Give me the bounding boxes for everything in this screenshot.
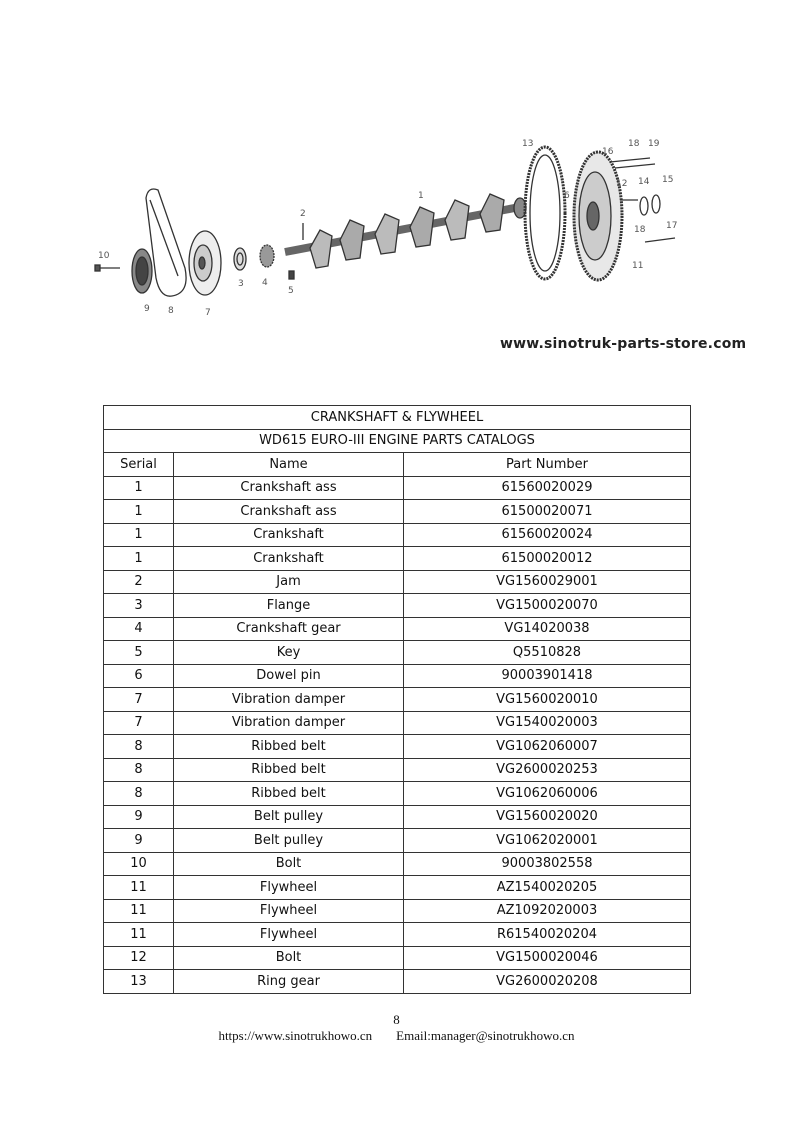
cell-name: Ribbed belt — [174, 758, 404, 782]
page-footer — [0, 1028, 793, 1044]
footer-email: Email:manager@sinotrukhowo.cn — [396, 1028, 575, 1043]
cell-part-number: AZ1540020205 — [404, 876, 691, 900]
cell-name: Dowel pin — [174, 664, 404, 688]
cell-part-number: VG1062020001 — [404, 829, 691, 853]
callout-18-top: 18 — [628, 139, 640, 149]
table-row — [104, 923, 691, 947]
cell-name: Ribbed belt — [174, 735, 404, 759]
callout-3: 3 — [238, 279, 244, 289]
cell-name: Belt pulley — [174, 829, 404, 853]
ring-gear-13-part — [525, 147, 565, 279]
table-row — [104, 970, 691, 994]
table-row — [104, 523, 691, 547]
cell-part-number: VG1062060006 — [404, 782, 691, 806]
cell-name: Crankshaft ass — [174, 500, 404, 524]
cell-part-number: Q5510828 — [404, 641, 691, 665]
cell-part-number: 90003901418 — [404, 664, 691, 688]
cell-name: Flywheel — [174, 899, 404, 923]
callout-19: 19 — [648, 139, 660, 149]
belt-pulley-9-part — [132, 249, 152, 293]
callout-2: 2 — [300, 209, 306, 219]
cell-serial: 8 — [104, 758, 174, 782]
cell-name: Crankshaft ass — [174, 476, 404, 500]
cell-serial: 1 — [104, 476, 174, 500]
cell-serial: 8 — [104, 782, 174, 806]
cell-part-number: 61560020024 — [404, 523, 691, 547]
cell-name: Bolt — [174, 852, 404, 876]
cell-serial: 6 — [104, 664, 174, 688]
cell-serial: 1 — [104, 500, 174, 524]
cell-part-number: 61500020012 — [404, 547, 691, 571]
cell-part-number: R61540020204 — [404, 923, 691, 947]
cell-part-number: 61560020029 — [404, 476, 691, 500]
callout-13: 13 — [522, 139, 534, 149]
cell-part-number: 61500020071 — [404, 500, 691, 524]
table-row — [104, 829, 691, 853]
table-row — [104, 688, 691, 712]
cell-name: Jam — [174, 570, 404, 594]
callout-6: 6 — [564, 191, 570, 201]
callout-5: 5 — [288, 286, 294, 296]
crankshaft-1-part — [285, 194, 526, 268]
cell-name: Key — [174, 641, 404, 665]
callout-18-bottom: 18 — [634, 225, 646, 235]
cell-name: Crankshaft — [174, 547, 404, 571]
watermark-url: www.sinotruk-parts-store.com — [500, 336, 747, 352]
table-row — [104, 594, 691, 618]
crankshaft-exploded-diagram — [90, 128, 720, 360]
key-5-part — [289, 271, 294, 279]
cell-name: Ring gear — [174, 970, 404, 994]
cell-serial: 8 — [104, 735, 174, 759]
callout-14: 14 — [638, 177, 650, 187]
table-subtitle-row — [104, 429, 691, 453]
cell-serial: 9 — [104, 829, 174, 853]
cell-name: Vibration damper — [174, 688, 404, 712]
bolt-10-part — [95, 265, 120, 271]
crankshaft-gear-4-part — [260, 245, 274, 267]
table-row — [104, 852, 691, 876]
table-row — [104, 547, 691, 571]
cell-part-number: VG2600020253 — [404, 758, 691, 782]
callout-4: 4 — [262, 278, 268, 288]
cell-part-number: VG14020038 — [404, 617, 691, 641]
callout-16: 16 — [602, 147, 614, 157]
cell-serial: 2 — [104, 570, 174, 594]
table-row — [104, 617, 691, 641]
table-row — [104, 641, 691, 665]
callout-10: 10 — [98, 251, 110, 261]
cell-part-number: VG1500020070 — [404, 594, 691, 618]
cell-name: Flywheel — [174, 923, 404, 947]
cell-part-number: VG1560020020 — [404, 805, 691, 829]
cell-serial: 11 — [104, 899, 174, 923]
table-row — [104, 876, 691, 900]
table-row — [104, 899, 691, 923]
seal-14-15-part — [640, 195, 660, 215]
cell-serial: 13 — [104, 970, 174, 994]
cell-serial: 7 — [104, 688, 174, 712]
cell-part-number: VG1560020010 — [404, 688, 691, 712]
table-title-row — [104, 406, 691, 430]
cell-name: Crankshaft gear — [174, 617, 404, 641]
cell-serial: 3 — [104, 594, 174, 618]
ribbed-belt-8-part — [146, 189, 186, 296]
table-row — [104, 664, 691, 688]
cell-part-number: VG1560029001 — [404, 570, 691, 594]
callout-17: 17 — [666, 221, 678, 231]
flange-3-part — [234, 248, 246, 270]
cell-serial: 9 — [104, 805, 174, 829]
table-row — [104, 805, 691, 829]
cell-serial: 11 — [104, 876, 174, 900]
table-row — [104, 476, 691, 500]
cell-name: Flange — [174, 594, 404, 618]
cell-part-number: VG1540020003 — [404, 711, 691, 735]
cell-part-number: AZ1092020003 — [404, 899, 691, 923]
cell-serial: 5 — [104, 641, 174, 665]
table-row — [104, 735, 691, 759]
header-serial: Serial — [104, 453, 174, 477]
callout-8: 8 — [168, 306, 174, 316]
cell-part-number: 90003802558 — [404, 852, 691, 876]
cell-serial: 1 — [104, 547, 174, 571]
cell-serial: 7 — [104, 711, 174, 735]
cell-name: Bolt — [174, 946, 404, 970]
cell-serial: 12 — [104, 946, 174, 970]
cell-name: Flywheel — [174, 876, 404, 900]
cell-name: Ribbed belt — [174, 782, 404, 806]
cell-serial: 1 — [104, 523, 174, 547]
cell-name: Crankshaft — [174, 523, 404, 547]
parts-table — [103, 405, 691, 994]
cell-serial: 4 — [104, 617, 174, 641]
table-subtitle: WD615 EURO-III ENGINE PARTS CATALOGS — [104, 429, 691, 453]
table-row — [104, 570, 691, 594]
table-row — [104, 758, 691, 782]
table-header-row — [104, 453, 691, 477]
cell-part-number: VG2600020208 — [404, 970, 691, 994]
callout-15: 15 — [662, 175, 674, 185]
table-title: CRANKSHAFT & FLYWHEEL — [104, 406, 691, 430]
callout-7: 7 — [205, 308, 211, 318]
table-row — [104, 711, 691, 735]
cell-serial: 10 — [104, 852, 174, 876]
cell-serial: 11 — [104, 923, 174, 947]
vibration-damper-7-part — [189, 231, 221, 295]
cell-part-number: VG1062060007 — [404, 735, 691, 759]
cell-part-number: VG1500020046 — [404, 946, 691, 970]
footer-website: https://www.sinotrukhowo.cn — [218, 1028, 373, 1043]
callout-11: 11 — [632, 261, 644, 271]
callout-1: 1 — [418, 191, 424, 201]
header-part-number: Part Number — [404, 453, 691, 477]
cell-name: Vibration damper — [174, 711, 404, 735]
table-row — [104, 946, 691, 970]
table-row — [104, 782, 691, 806]
callout-12: 12 — [616, 179, 628, 189]
header-name: Name — [174, 453, 404, 477]
flywheel-11-part — [574, 152, 622, 280]
cell-name: Belt pulley — [174, 805, 404, 829]
callout-9: 9 — [144, 304, 150, 314]
page-number: 8 — [393, 1012, 400, 1027]
table-row — [104, 500, 691, 524]
